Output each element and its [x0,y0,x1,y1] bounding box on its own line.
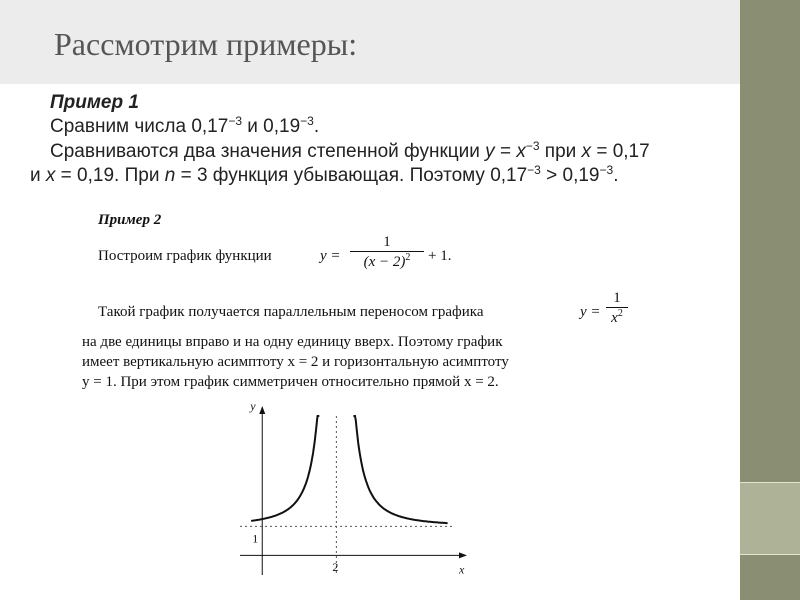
formula-2-denominator: $x^2$ [606,307,628,327]
formula-1-denominator: $(x - 2)^2$ [350,251,424,271]
paragraph-line-2: имеет вертикальную асимптоту x = 2 и горизонтальную асимптоту [82,354,509,370]
function-graph [230,402,470,582]
paragraph-line-3: y = 1. При этом график симметричен относительно прямой x = 2. [82,374,499,390]
formula-1-tail: + 1. [428,248,452,264]
y-axis-arrow-icon [259,406,265,414]
example-2-block [60,196,680,596]
x-axis-arrow-icon [459,552,467,558]
formula-2-lhs: y = [580,304,601,320]
example-1-block [0,86,700,192]
formula-2-fraction [606,290,628,327]
sidebar-accent-block [740,482,800,554]
example-1-line-3: и x = 0,19. При n = 3 функция убывающая. Поэтому $0,17^{-3} > 0,19^{-3}$. [30,163,619,186]
x-tick-label: 2 [332,560,339,574]
example-2-heading: Пример 2 [98,212,162,228]
shift-text: Такой график получается параллельным переносом графика [98,304,484,320]
formula-1-numerator: 1 [383,234,391,250]
curve-left-branch [251,416,319,521]
example-1-line-1: Сравним числа $0,17^{-3}$ и $0,19^{-3}$. [50,114,320,137]
formula-2-numerator: 1 [613,290,621,306]
example-1-line-2: Сравниваются два значения степенной функции $y = x^{-3}$ при x = 0,17 [50,139,650,162]
y-axis-label: y [250,402,256,413]
sidebar-divider [740,482,800,483]
decorative-sidebar [740,0,800,600]
slide-title: Рассмотрим примеры: [54,26,358,62]
sidebar-divider [740,554,800,555]
curve-right-branch [353,416,447,523]
x-axis-label: x [459,562,465,577]
build-text: Построим график функции [98,248,272,264]
y-tick-label: 1 [252,531,259,546]
formula-1-fraction [350,234,424,271]
paragraph-line-1: на две единицы вправо и на одну единицу вверх. Поэтому график [82,334,503,350]
example-1-heading: Пример 1 [50,92,139,113]
formula-1-lhs: y = [320,248,341,264]
